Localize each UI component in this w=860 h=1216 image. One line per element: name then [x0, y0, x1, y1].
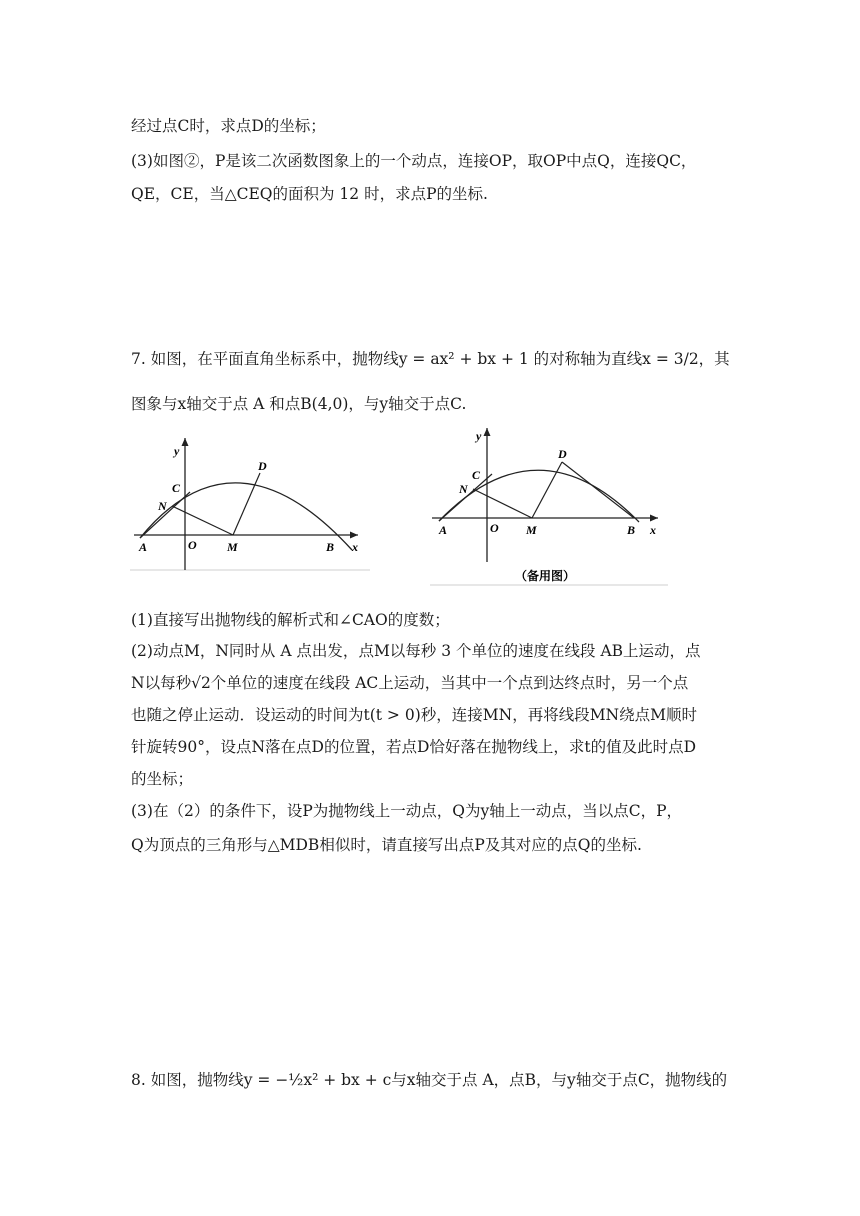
label-m: M	[227, 540, 238, 554]
label-o: O	[188, 538, 197, 552]
label-n: N	[158, 499, 167, 513]
text-line: 的坐标；	[131, 770, 194, 788]
label-d: D	[258, 459, 267, 473]
text-line: 针旋转90°，设点N落在点D的位置，若点D恰好落在抛物线上，求t的值及此时点D	[131, 738, 697, 756]
parabola-curve	[439, 470, 639, 522]
text-line: Q为顶点的三角形与△MDB相似时，请直接写出点P及其对应的点Q的坐标.	[131, 836, 642, 854]
label-y: y	[476, 429, 482, 443]
label-a: A	[139, 540, 148, 554]
segment-nm	[172, 506, 233, 535]
text-line: N以每秒√2个单位的速度在线段 AC上运动，当其中一个点到达终点时，另一个点	[131, 674, 689, 692]
figure-1-graph	[130, 430, 375, 575]
y-axis-arrow	[484, 428, 491, 436]
label-x: x	[352, 540, 358, 554]
label-m: M	[526, 523, 537, 537]
segment-nm	[473, 489, 532, 518]
label-o: O	[490, 521, 499, 535]
figure-2-graph	[430, 424, 670, 589]
x-axis-arrow	[350, 532, 358, 539]
figure-2	[430, 424, 670, 589]
question-7-part-3: (3)在（2）的条件下，设P为抛物线上一动点，Q为y轴上一动点，当以点C，P，	[131, 802, 683, 820]
label-c: C	[472, 468, 481, 482]
text-line: 图象与x轴交于点 A 和点B(4,0)，与y轴交于点C.	[131, 395, 467, 413]
question-7-stem: 7. 如图，在平面直角坐标系中，抛物线y = ax² + bx + 1 的对称轴为直线x = 3/2，其	[131, 350, 730, 368]
text-line: (3)如图②，P是该二次函数图象上的一个动点，连接OP，取OP中点Q，连接QC，	[131, 152, 697, 170]
label-a: A	[439, 523, 448, 537]
label-d: D	[558, 447, 567, 461]
figure-1	[130, 430, 375, 575]
x-axis-arrow	[650, 515, 658, 522]
label-y: y	[174, 444, 180, 458]
question-7-part-1: (1)直接写出抛物线的解析式和∠CAO的度数；	[131, 611, 450, 629]
label-n: N	[459, 482, 468, 496]
figure-caption: （备用图）	[515, 569, 576, 583]
label-c: C	[172, 481, 181, 495]
text-line: 也随之停止运动．设运动的时间为t(t > 0)秒，连接MN，再将线段MN绕点M顺时	[131, 706, 697, 724]
label-b: B	[326, 540, 335, 554]
y-axis-arrow	[182, 438, 189, 446]
label-x: x	[650, 523, 656, 537]
label-b: B	[627, 523, 636, 537]
segment-db	[562, 462, 634, 518]
text-line: QE，CE，当△CEQ的面积为 12 时，求点P的坐标.	[131, 185, 488, 203]
text-line: 经过点C时，求点D的坐标；	[131, 117, 326, 135]
question-7-part-2: (2)动点M，N同时从 A 点出发，点M以每秒 3 个单位的速度在线段 AB上运动，点	[131, 642, 701, 660]
question-8-stem: 8. 如图，抛物线y = −½x² + bx + c与x轴交于点 A，点B，与y轴交于点C，抛物线的	[131, 1071, 728, 1089]
